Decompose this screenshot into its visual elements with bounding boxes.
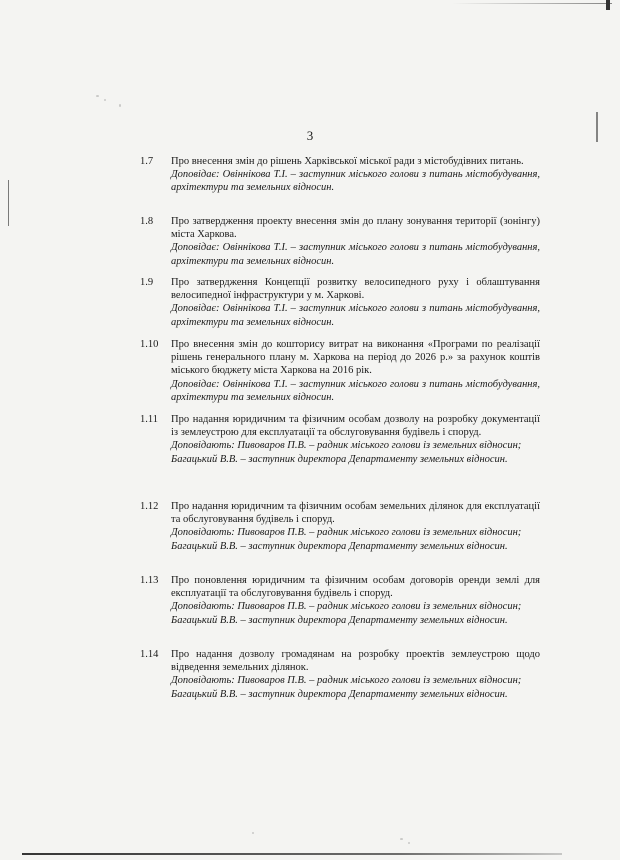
scan-speck [400,838,403,840]
scan-speck [119,104,121,107]
item-speaker: Доповідають: Пивоваров П.В. – радник міського голови із земельних відносин; [171,675,522,687]
item-body [171,648,540,701]
item-speaker: Багацький В.В. – заступник директора Департаменту земельних відносин. [171,540,508,552]
item-number: 1.10 [140,339,159,350]
item-title: Про надання дозволу громадянам на розробку проектів землеустрою щодо відведення земельних ділянок. [171,649,540,674]
page-number: 3 [306,128,314,143]
item-speaker: Доповідає: Овіннікова Т.І. – заступник міського голови з питань містобудування, архітектури та земельних відносин. [171,242,540,267]
scan-speck [252,832,254,834]
item-number: 1.9 [140,277,154,288]
item-speaker: Доповідає: Овіннікова Т.І. – заступник міського голови з питань містобудування, архітектури та земельних відносин. [171,303,540,328]
item-speaker: Доповідають: Пивоваров П.В. – радник міського голови із земельних відносин; [171,527,522,539]
scan-speck [96,95,99,97]
scan-speck [104,99,106,101]
item-body [171,500,540,553]
scan-artifact-margin-left [8,180,9,226]
item-title: Про надання юридичним та фізичним особам земельних ділянок для експлуатації та обслуговування будівель і споруд. [171,501,540,526]
scan-speck [408,842,410,844]
item-speaker: Доповідає: Овіннікова Т.І. – заступник міського голови з питань містобудування, архітектури та земельних відносин. [171,378,540,403]
item-number: 1.8 [140,216,154,227]
scan-artifact-bottom-edge [22,853,562,855]
item-body [171,276,540,329]
item-speaker: Доповідають: Пивоваров П.В. – радник міського голови із земельних відносин; [171,440,522,452]
item-speaker: Багацький В.В. – заступник директора Департаменту земельних відносин. [171,614,508,626]
scan-artifact-line [452,3,612,4]
item-title: Про затвердження Концепції розвитку велосипедного руху і облаштування велосипедної інфраструктури у м. Харкові. [171,277,540,302]
item-title: Про внесення змін до рішень Харківської міської ради з містобудівних питань. [171,156,524,167]
item-title: Про надання юридичним та фізичним особам дозволу на розробку документації із землеустрою для експлуатації та обслуговування будівель і споруд. [171,414,540,439]
item-speaker: Доповідають: Пивоваров П.В. – радник міського голови із земельних відносин; [171,601,522,613]
item-body [171,413,540,466]
item-speaker: Багацький В.В. – заступник директора Департаменту земельних відносин. [171,453,508,465]
item-number: 1.13 [140,575,159,586]
item-number: 1.14 [140,649,159,660]
item-number: 1.12 [140,501,159,512]
item-body [171,215,540,268]
item-number: 1.7 [140,156,154,167]
item-body [171,574,540,627]
item-body [171,155,540,195]
item-title: Про затвердження проекту внесення змін до плану зонування території (зонінгу) міста Харкова. [171,216,540,241]
item-speaker: Багацький В.В. – заступник директора Департаменту земельних відносин. [171,688,508,700]
item-title: Про поновлення юридичним та фізичним особам договорів оренди землі для експлуатації та обслуговування будівель і споруд. [171,575,540,600]
item-title: Про внесення змін до кошторису витрат на виконання «Програми по реалізації рішень генерального плану м. Харкова на період до 2026 р.» за рахунок коштів міського бюджету міста Харкова на 2016 рік. [171,339,540,377]
item-body [171,338,540,404]
item-speaker: Доповідає: Овіннікова Т.І. – заступник міського голови з питань містобудування, архітектури та земельних відносин. [171,169,540,194]
scan-artifact-corner [606,0,610,10]
scan-artifact-margin-right [596,112,598,142]
item-number: 1.11 [140,414,158,425]
